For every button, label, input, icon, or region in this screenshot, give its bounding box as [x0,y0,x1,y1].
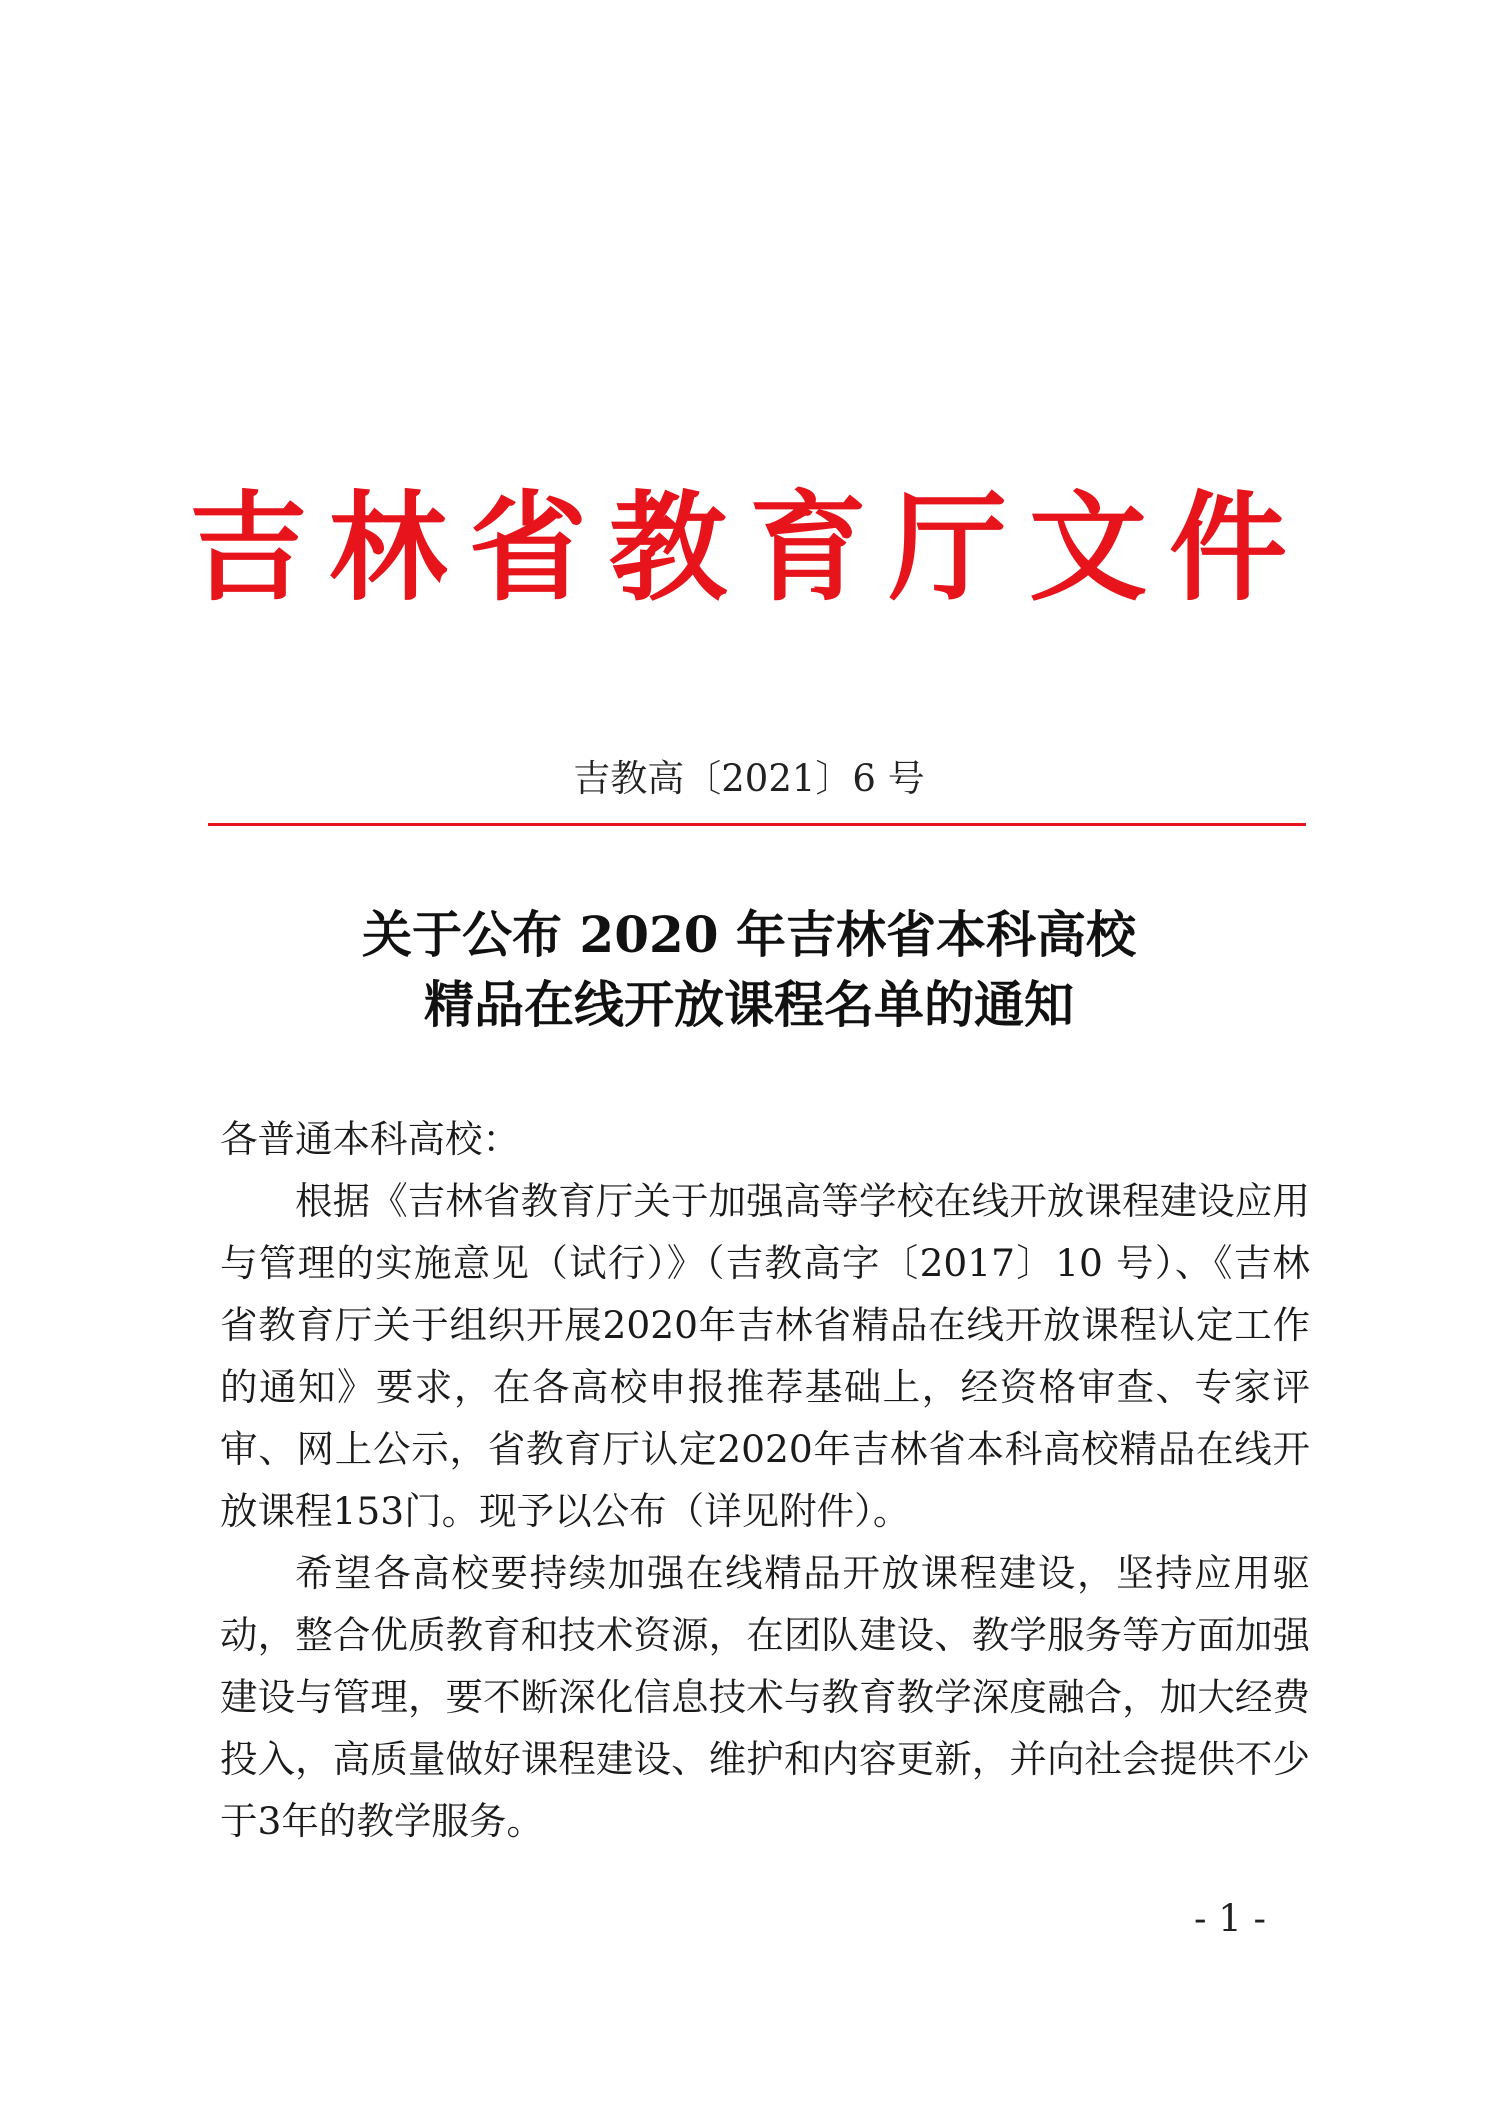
body-paragraph-1: 根据《吉林省教育厅关于加强高等学校在线开放课程建设应用与管理的实施意见（试行）》（吉教高字〔2017〕10 号）、《吉林省教育厅关于组织开展2020年吉林省精品在线开放课程认定工作的通知》要求，在各高校申报推荐基础上，经资格审查、专家评审、网上公示，省教育厅认定2020年吉林省本科高校精品在线开放课程153门。现予以公布（详见附件）。 [220,1179,1310,1533]
notice-title [0,900,1498,1040]
red-divider-line [208,823,1306,826]
notice-title-line-2: 精品在线开放课程名单的通知 [424,975,1074,1034]
notice-body [220,1108,1310,1852]
notice-title-line-1: 关于公布 2020 年吉林省本科高校 [362,905,1136,964]
document-number: 吉教高〔2021〕6 号 [573,757,925,800]
salutation: 各普通本科高校： [220,1117,520,1161]
document-header-title: 吉林省教育厅文件 [188,479,1309,617]
page-number: - 1 - [1193,1897,1267,1940]
body-paragraph-2: 希望各高校要持续加强在线精品开放课程建设，坚持应用驱动，整合优质教育和技术资源，在团队建设、教学服务等方面加强建设与管理，要不断深化信息技术与教育教学深度融合，加大经费投入，高质量做好课程建设、维护和内容更新，并向社会提供不少于3年的教学服务。 [220,1551,1310,1843]
